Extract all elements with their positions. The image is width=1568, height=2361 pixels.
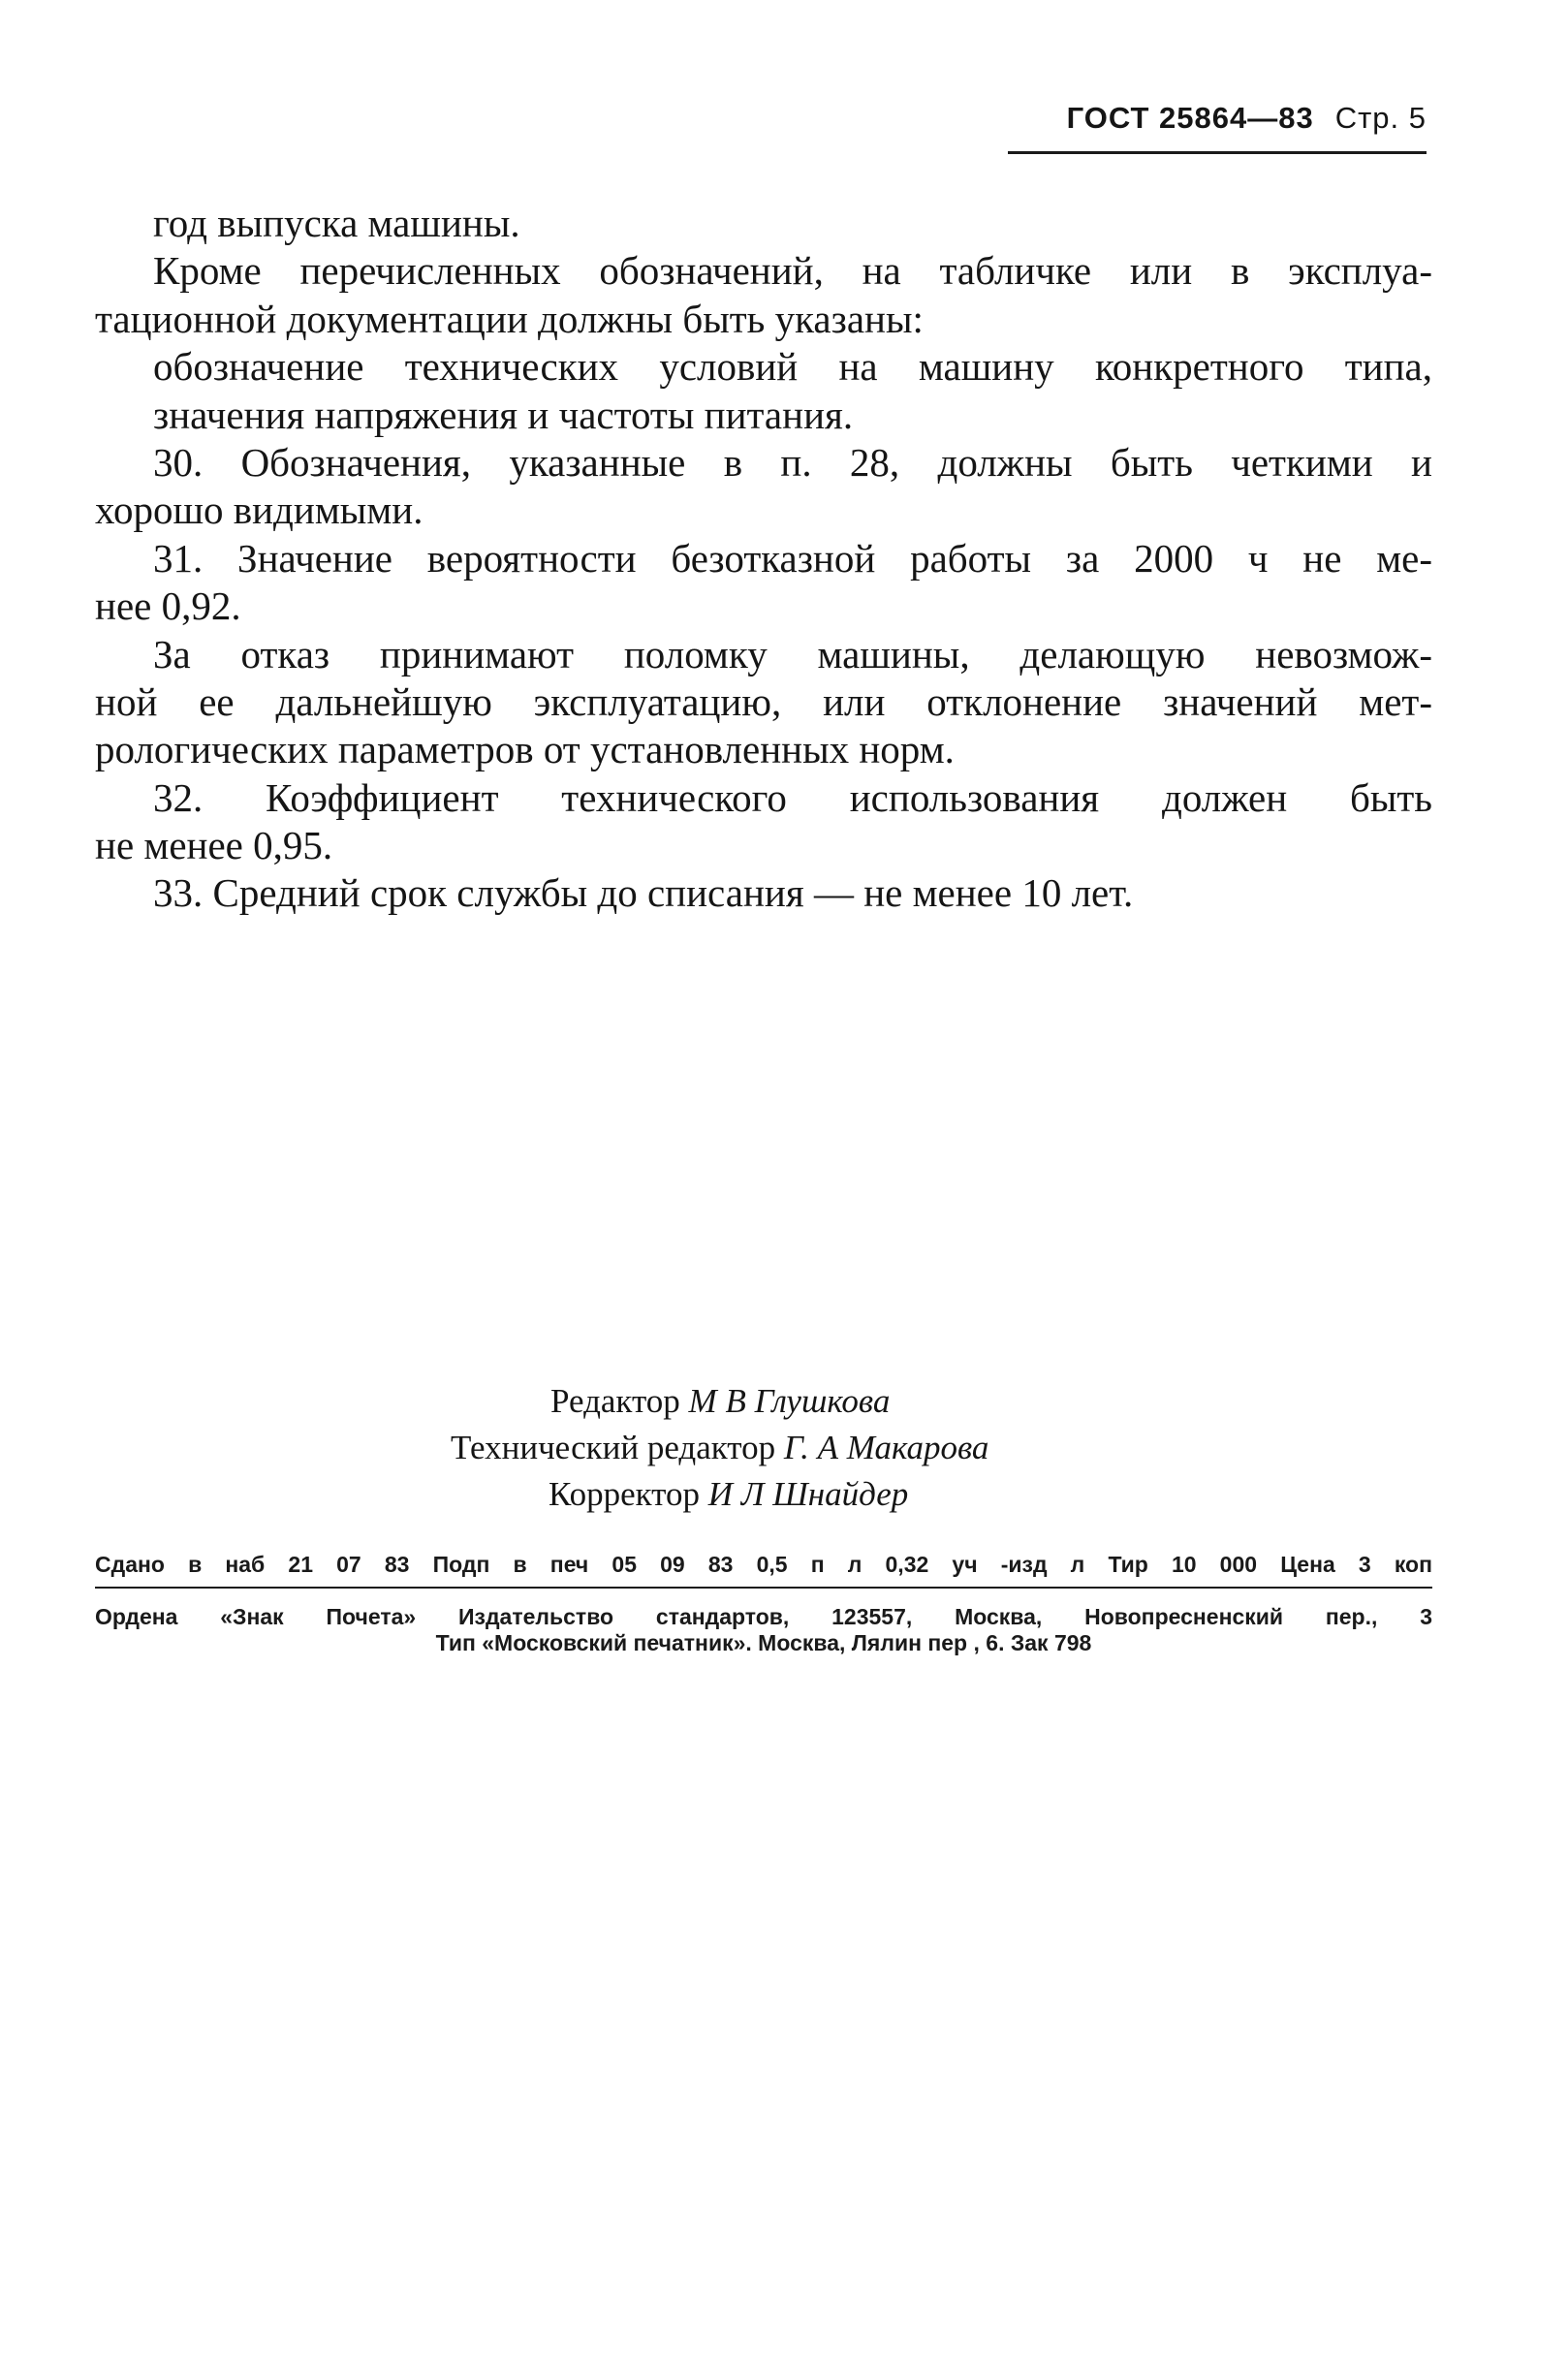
- page-number: Стр. 5: [1334, 101, 1427, 135]
- editor-label: Редактор: [550, 1382, 680, 1420]
- text-line: 30. Обозначения, указанные в п. 28, должны быть четкими и: [153, 439, 1432, 485]
- proofreader-name: И Л Шнайдер: [707, 1475, 909, 1513]
- body-text: [95, 200, 1432, 918]
- print-details: Сдано в наб 21 07 83 Подп в печ 05 09 83 0,5 п л 0,32 уч -изд л Тир 10 000 Цена 3 коп: [95, 1552, 1432, 1577]
- text-line: тационной документации должны быть указаны:: [95, 296, 924, 341]
- text-line: За отказ принимают поломку машины, делающую невозмож-: [153, 631, 1432, 677]
- text-line: 33. Средний срок службы до списания — не менее 10 лет.: [153, 870, 1134, 916]
- text-line: хорошо видимыми.: [95, 488, 423, 533]
- text-line: обозначение технических условий на машину конкретного типа,: [153, 344, 1432, 390]
- tech-editor-label: Технический редактор: [451, 1429, 776, 1466]
- text-line: рологических параметров от установленных норм.: [95, 727, 955, 772]
- text-line: год выпуска машины.: [153, 201, 520, 245]
- editor-name: М В Глушкова: [688, 1382, 891, 1420]
- text-line: значения напряжения и частоты питания.: [153, 392, 854, 437]
- credit-tech-editor: [451, 1425, 988, 1471]
- page-header: [1008, 101, 1427, 154]
- publisher-line-2: Тип «Московский печатник». Москва, Лялин пер , 6. Зак 798: [435, 1630, 1092, 1655]
- standard-number: ГОСТ 25864—83: [1066, 101, 1314, 135]
- proofreader-label: Корректор: [549, 1475, 701, 1513]
- text-line: не менее 0,95.: [95, 823, 333, 868]
- credit-editor: [550, 1378, 890, 1425]
- imprint-divider: [95, 1587, 1432, 1589]
- text-line: 31. Значение вероятности безотказной работы за 2000 ч не ме-: [153, 535, 1432, 581]
- text-line: ной ее дальнейшую эксплуатацию, или отклонение значений мет-: [95, 678, 1432, 724]
- publisher-line-1: Ордена «Знак Почета» Издательство стандартов, 123557, Москва, Новопресненский пер., 3: [95, 1604, 1432, 1629]
- tech-editor-name: Г. А Макарова: [783, 1429, 989, 1466]
- text-line: Кроме перечисленных обозначений, на табличке или в эксплуа-: [153, 248, 1432, 294]
- text-line: 32. Коэффициент технического использования должен быть: [153, 774, 1432, 820]
- text-line: нее 0,92.: [95, 583, 241, 629]
- credit-proofreader: [549, 1471, 908, 1518]
